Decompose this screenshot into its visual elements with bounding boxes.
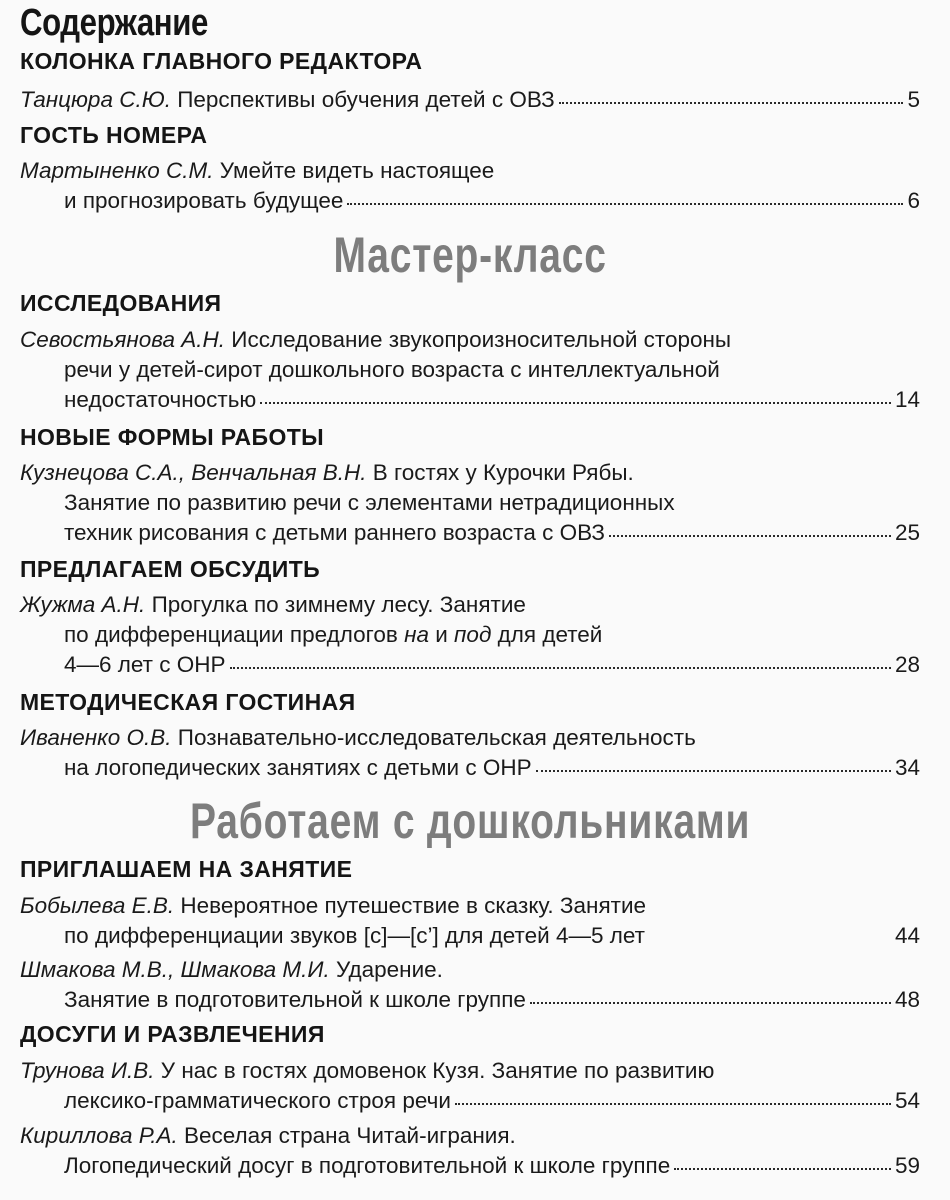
entry-title-cont: техник рисования с детьми раннего возраста с ОВЗ bbox=[64, 520, 605, 545]
entry-title-cont: и bbox=[428, 622, 455, 647]
page-title: Содержание bbox=[20, 2, 208, 44]
entry-title: Умейте видеть настоящее bbox=[213, 158, 495, 183]
dot-leader bbox=[674, 1148, 891, 1170]
section-banner-master-class bbox=[20, 226, 920, 284]
entry-title-emphasis: на bbox=[404, 622, 429, 647]
entry-title: Невероятное путешествие в сказку. Занятие bbox=[174, 893, 647, 918]
entry-author: Шмакова М.В., Шмакова М.И. bbox=[20, 957, 330, 982]
entry-title-cont: и прогнозировать будущее bbox=[64, 188, 344, 213]
rubric-guest: ГОСТЬ НОМЕРА bbox=[20, 122, 208, 148]
dot-leader bbox=[455, 1083, 891, 1105]
rubric-invite: ПРИГЛАШАЕМ НА ЗАНЯТИЕ bbox=[20, 856, 353, 882]
entry-title-cont: Занятие по развитию речи с элементами нетрадиционных bbox=[64, 490, 675, 515]
dot-leader bbox=[260, 382, 891, 404]
page-number: 48 bbox=[894, 987, 920, 1012]
dot-leader bbox=[536, 750, 891, 772]
page-number: 54 bbox=[894, 1088, 920, 1113]
entry-title: Ударение. bbox=[329, 957, 443, 982]
toc-entry[interactable] bbox=[20, 1056, 920, 1116]
toc-entry[interactable] bbox=[20, 156, 920, 216]
entry-title: Веселая страна Читай-играния. bbox=[177, 1123, 516, 1148]
rubric-method-lounge: МЕТОДИЧЕСКАЯ ГОСТИНАЯ bbox=[20, 689, 356, 715]
toc-entry[interactable] bbox=[20, 590, 920, 680]
entry-title-cont: по дифференциации предлогов bbox=[64, 622, 405, 647]
rubric-research: ИССЛЕДОВАНИЯ bbox=[20, 290, 222, 316]
page-number: 34 bbox=[894, 755, 920, 780]
entry-title: У нас в гостях домовенок Кузя. Занятие по развитию bbox=[154, 1058, 715, 1083]
page-number: 14 bbox=[894, 387, 920, 412]
entry-title: Исследование звукопроизносительной стороны bbox=[225, 327, 732, 352]
section-banner-text: Мастер-класс bbox=[333, 227, 607, 283]
entry-title-cont: 4—6 лет с ОНР bbox=[64, 652, 226, 677]
entry-title-cont: недостаточностью bbox=[64, 387, 257, 412]
entry-author: Жужма А.Н. bbox=[20, 592, 146, 617]
entry-author: Кузнецова С.А., Венчальная В.Н. bbox=[20, 460, 367, 485]
entry-author: Бобылева Е.В. bbox=[20, 893, 175, 918]
toc-entry[interactable] bbox=[20, 955, 920, 1015]
page-number: 28 bbox=[894, 652, 920, 677]
rubric-discuss: ПРЕДЛАГАЕМ ОБСУДИТЬ bbox=[20, 556, 321, 582]
page-number: 44 bbox=[894, 923, 920, 948]
rubric-editor-column: КОЛОНКА ГЛАВНОГО РЕДАКТОРА bbox=[20, 48, 423, 74]
dot-leader bbox=[530, 982, 891, 1004]
toc-entry[interactable] bbox=[20, 458, 920, 548]
entry-title-cont: для детей bbox=[491, 622, 603, 647]
entry-title-emphasis: под bbox=[454, 622, 492, 647]
entry-title-cont: Занятие в подготовительной к школе группе bbox=[64, 987, 526, 1012]
rubric-leisure: ДОСУГИ И РАЗВЛЕЧЕНИЯ bbox=[20, 1021, 325, 1047]
entry-author: Танцюра С.Ю. bbox=[20, 87, 171, 112]
toc-entry[interactable] bbox=[20, 85, 920, 115]
entry-title: Перспективы обучения детей с ОВЗ bbox=[170, 87, 555, 112]
entry-title-cont: Логопедический досуг в подготовительной к школе группе bbox=[64, 1153, 671, 1178]
toc-entry[interactable] bbox=[20, 723, 920, 783]
page-number: 59 bbox=[894, 1153, 920, 1178]
entry-author: Мартыненко С.М. bbox=[20, 158, 214, 183]
page-number: 25 bbox=[894, 520, 920, 545]
entry-title-cont: по дифференциации звуков [с]—[с’] для детей 4—5 лет bbox=[64, 923, 645, 948]
section-banner-text: Работаем с дошкольниками bbox=[189, 793, 751, 849]
entry-author: Севостьянова А.Н. bbox=[20, 327, 226, 352]
dot-leader bbox=[559, 82, 904, 104]
entry-author: Иваненко О.В. bbox=[20, 725, 172, 750]
entry-title: Прогулка по зимнему лесу. Занятие bbox=[145, 592, 526, 617]
dot-leader bbox=[609, 515, 891, 537]
entry-title: Познавательно-исследовательская деятельность bbox=[171, 725, 696, 750]
toc-entry[interactable] bbox=[20, 1121, 920, 1181]
page-number: 6 bbox=[907, 188, 920, 213]
dot-leader bbox=[347, 183, 903, 205]
entry-title-cont: лексико-грамматического строя речи bbox=[64, 1088, 451, 1113]
rubric-new-forms: НОВЫЕ ФОРМЫ РАБОТЫ bbox=[20, 424, 325, 450]
entry-title-cont: на логопедических занятиях с детьми с ОНР bbox=[64, 755, 532, 780]
toc-entry[interactable] bbox=[20, 325, 920, 415]
entry-author: Кириллова Р.А. bbox=[20, 1123, 178, 1148]
dot-leader bbox=[230, 647, 891, 669]
dot-leader bbox=[649, 920, 653, 940]
page-number: 5 bbox=[907, 87, 920, 112]
toc-entry[interactable] bbox=[20, 891, 920, 951]
entry-author: Трунова И.В. bbox=[20, 1058, 155, 1083]
entry-title-cont: речи у детей-сирот дошкольного возраста с интеллектуальной bbox=[64, 357, 720, 382]
entry-title: В гостях у Курочки Рябы. bbox=[366, 460, 634, 485]
section-banner-preschool bbox=[20, 792, 920, 850]
